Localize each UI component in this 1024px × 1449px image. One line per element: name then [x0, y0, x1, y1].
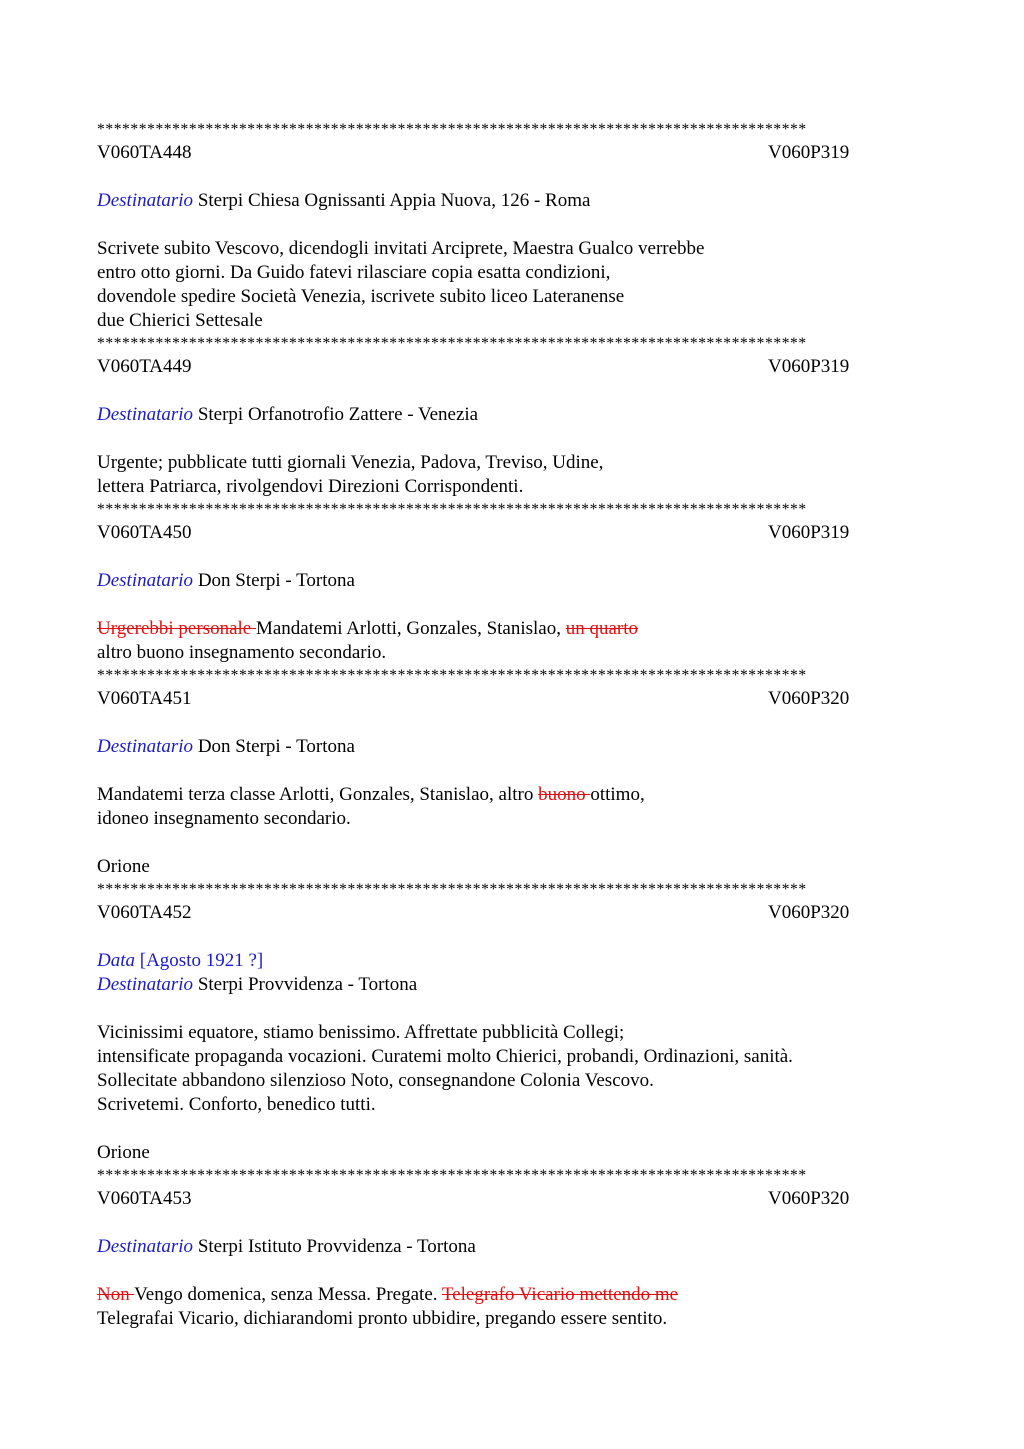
recipient-label: Destinatario — [97, 736, 194, 757]
body-line — [97, 617, 927, 641]
body-line: Scrivetemi. Conforto, benedico tutti. — [97, 1094, 376, 1115]
body-text: Mandatemi Arlotti, Gonzales, Stanislao, — [255, 618, 566, 639]
recipient-text: Sterpi Istituto Provvidenza - Tortona — [197, 1236, 476, 1257]
deleted-text: buono — [538, 784, 591, 805]
recipient-line — [97, 189, 927, 213]
deleted-text: un quarto — [565, 618, 639, 639]
separator: ************************************************************************************* — [97, 667, 807, 684]
page-code: V060P319 — [768, 356, 850, 377]
date-text: [Agosto 1921 ?] — [139, 950, 264, 971]
body-text: Mandatemi terza classe Arlotti, Gonzales, Stanislao, altro — [97, 784, 539, 805]
recipient-text: Sterpi Chiesa Ognissanti Appia Nuova, 126 - Roma — [197, 190, 591, 211]
body-line: altro buono insegnamento secondario. — [97, 642, 387, 663]
body-line: Telegrafai Vicario, dichiarandomi pronto ubbidire, pregando essere sentito. — [97, 1308, 668, 1329]
deleted-text: Telegrafo Vicario mettendo me — [441, 1284, 679, 1305]
entry-code: V060TA449 — [97, 356, 192, 377]
body-line: Urgente; pubblicate tutti giornali Venezia, Padova, Treviso, Udine, — [97, 452, 604, 473]
recipient-label: Destinatario — [97, 190, 194, 211]
date-line — [97, 949, 927, 973]
recipient-label: Destinatario — [97, 570, 194, 591]
separator: ************************************************************************************* — [97, 501, 807, 518]
recipient-line — [97, 735, 927, 759]
deleted-text: Non — [97, 1284, 135, 1305]
body-line: lettera Patriarca, rivolgendovi Direzioni Corrispondenti. — [97, 476, 524, 497]
body-line: entro otto giorni. Da Guido fatevi rilasciare copia esatta condizioni, — [97, 262, 611, 283]
page-code: V060P320 — [768, 902, 850, 923]
entry-code: V060TA453 — [97, 1188, 192, 1209]
separator: ************************************************************************************* — [97, 335, 807, 352]
entry-header — [97, 141, 927, 165]
body-text: Vengo domenica, senza Messa. Pregate. — [134, 1284, 442, 1305]
entry-header — [97, 355, 927, 379]
recipient-text: Sterpi Orfanotrofio Zattere - Venezia — [197, 404, 479, 425]
signature: Orione — [97, 856, 150, 877]
entry-code: V060TA451 — [97, 688, 192, 709]
recipient-line — [97, 973, 927, 997]
separator: ************************************************************************************* — [97, 121, 807, 138]
recipient-label: Destinatario — [97, 1236, 194, 1257]
body-line: idoneo insegnamento secondario. — [97, 808, 351, 829]
entry-header — [97, 687, 927, 711]
body-line — [97, 783, 927, 807]
body-text: ottimo, — [590, 784, 645, 805]
recipient-text: Don Sterpi - Tortona — [197, 570, 355, 591]
body-line: due Chierici Settesale — [97, 310, 263, 331]
page-code: V060P319 — [768, 142, 850, 163]
deleted-text: Urgerebbi personale — [97, 618, 256, 639]
entry-code: V060TA448 — [97, 142, 192, 163]
body-line: Sollecitate abbandono silenzioso Noto, consegnandone Colonia Vescovo. — [97, 1070, 654, 1091]
entry-header — [97, 1187, 927, 1211]
body-line: Vicinissimi equatore, stiamo benissimo. Affrettate pubblicità Collegi; — [97, 1022, 625, 1043]
page-code: V060P320 — [768, 688, 850, 709]
recipient-label: Destinatario — [97, 974, 194, 995]
recipient-label: Destinatario — [97, 404, 194, 425]
separator: ************************************************************************************* — [97, 881, 807, 898]
body-line: dovendole spedire Società Venezia, iscrivete subito liceo Lateranense — [97, 286, 625, 307]
recipient-line — [97, 569, 927, 593]
date-label: Data — [97, 950, 135, 971]
signature: Orione — [97, 1142, 150, 1163]
recipient-text: Don Sterpi - Tortona — [197, 736, 355, 757]
body-line: intensificate propaganda vocazioni. Curatemi molto Chierici, probandi, Ordinazioni, sanità. — [97, 1046, 793, 1067]
entry-code: V060TA452 — [97, 902, 192, 923]
body-line — [97, 1283, 927, 1307]
page-code: V060P320 — [768, 1188, 850, 1209]
separator: ************************************************************************************* — [97, 1167, 807, 1184]
entry-header — [97, 901, 927, 925]
recipient-line — [97, 1235, 927, 1259]
entry-code: V060TA450 — [97, 522, 192, 543]
recipient-line — [97, 403, 927, 427]
page-code: V060P319 — [768, 522, 850, 543]
recipient-text: Sterpi Provvidenza - Tortona — [197, 974, 418, 995]
body-line: Scrivete subito Vescovo, dicendogli invitati Arciprete, Maestra Gualco verrebbe — [97, 238, 705, 259]
document-page — [97, 119, 927, 1331]
entry-header — [97, 521, 927, 545]
